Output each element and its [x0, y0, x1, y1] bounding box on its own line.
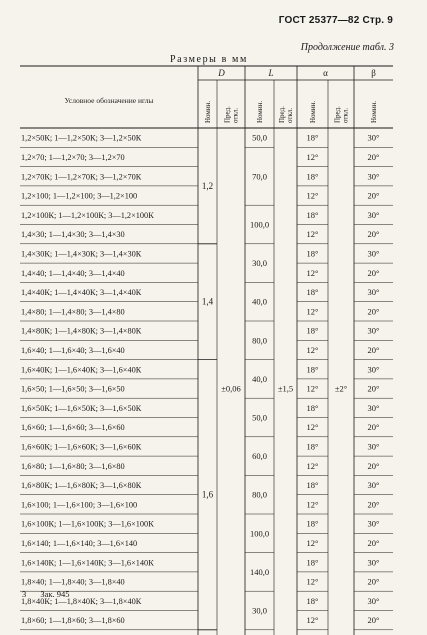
table-row-designation: 1,6×40; 1—1,6×40; 3—1,6×40	[21, 345, 125, 355]
table-row-beta: 30°	[367, 595, 380, 606]
table-row-alpha: 18°	[306, 595, 319, 606]
subheader-tolerance-l: Пред.	[278, 106, 286, 123]
l-group-value: 40,0	[252, 296, 267, 307]
table-row-alpha: 18°	[306, 287, 319, 298]
table-row-designation: 1,4×80; 1—1,4×80; 3—1,4×80	[21, 307, 125, 317]
subheader-tolerance-d-2: откл.	[231, 107, 240, 123]
d-group-value: 1,6	[201, 489, 214, 500]
page-number: 3	[22, 589, 27, 599]
l-group-value: 30,0	[252, 605, 267, 616]
table-row-alpha: 18°	[306, 248, 319, 259]
table-row-beta: 20°	[367, 576, 380, 587]
table-row-alpha: 12°	[306, 422, 319, 433]
table-row-designation: 1,4×30; 1—1,4×30; 3—1,4×30	[21, 230, 125, 240]
table-row-beta: 30°	[367, 209, 380, 220]
subheader-nominal-d: Номин.	[204, 100, 212, 123]
table-row-beta: 30°	[367, 480, 380, 491]
table-row-alpha: 18°	[306, 480, 319, 491]
col-header-d: D	[218, 68, 225, 78]
table-row-alpha: 18°	[306, 325, 319, 336]
print-order: Зак. 945	[40, 589, 70, 599]
table-row-designation: 1,6×80К; 1—1,6×80К; 3—1,6×80К	[21, 481, 142, 491]
table-row-alpha: 18°	[306, 209, 319, 220]
table-row-beta: 20°	[367, 499, 380, 510]
table-row-alpha: 12°	[306, 537, 319, 548]
table-row-designation: 1,6×140; 1—1,6×140; 3—1,6×140	[21, 538, 138, 548]
table-row-designation: 1,6×80; 1—1,6×80; 3—1,6×80	[21, 461, 125, 471]
table-row-designation: 1,6×60К; 1—1,6×60К; 3—1,6×60К	[21, 442, 142, 452]
table-row-beta: 20°	[367, 460, 380, 471]
subheader-tolerance-alpha: Пред.	[333, 106, 342, 123]
table-row-beta: 20°	[367, 383, 380, 394]
d-tolerance-value: ±0,06	[221, 383, 241, 394]
l-group-value: 100,0	[249, 219, 270, 230]
l-group-value: 80,0	[252, 489, 267, 500]
l-group-value: 60,0	[252, 451, 267, 462]
table-row-alpha: 12°	[306, 499, 319, 510]
table-row-designation: 1,2×70К; 1—1,2×70К; 3—1,2×70К	[21, 172, 142, 182]
table-row-beta: 30°	[367, 402, 380, 413]
l-group-value: 100,0	[249, 528, 270, 539]
table-row-designation: 1,6×100; 1—1,6×100; 3—1,6×100	[21, 500, 138, 510]
subheader-nominal-beta: Номин.	[370, 100, 378, 123]
table-row-designation: 1,2×100; 1—1,2×100; 3—1,2×100	[21, 191, 138, 201]
table-row-alpha: 18°	[306, 518, 319, 529]
table-row-designation: 1,6×40К; 1—1,6×40К; 3—1,6×40К	[21, 365, 142, 375]
table-row-beta: 30°	[367, 287, 380, 298]
table-row-designation: 1,6×50К; 1—1,6×50К; 3—1,6×50К	[21, 403, 142, 413]
table-row-beta: 20°	[367, 306, 380, 317]
table-row-beta: 20°	[367, 151, 380, 162]
table-row-alpha: 12°	[306, 344, 319, 355]
table-row-beta: 20°	[367, 229, 380, 240]
table-row-alpha: 18°	[306, 441, 319, 452]
table-row-alpha: 18°	[306, 402, 319, 413]
l-group-value: 140,0	[249, 566, 270, 577]
table-row-alpha: 18°	[306, 171, 319, 182]
alpha-tolerance-value: ±2°	[334, 383, 348, 394]
table-row-beta: 30°	[367, 248, 380, 259]
table-row-alpha: 18°	[306, 557, 319, 568]
table-row-designation: 1,2×70; 1—1,2×70; 3—1,2×70	[21, 152, 125, 162]
table-row-alpha: 18°	[306, 132, 319, 143]
table-row-beta: 30°	[367, 364, 380, 375]
l-group-value: 30,0	[252, 258, 267, 269]
table-row-alpha: 12°	[306, 460, 319, 471]
l-group-value: 70,0	[252, 171, 267, 182]
table-row-designation: 1,4×40К; 1—1,4×40К; 3—1,4×40К	[21, 288, 142, 298]
table-row-beta: 30°	[367, 132, 380, 143]
subheader-nominal-l: Номин.	[256, 100, 264, 123]
col-header-l: L	[268, 68, 274, 78]
l-group-value: 50,0	[252, 412, 267, 423]
table-row-alpha: 12°	[306, 306, 319, 317]
subheader-tolerance-alpha-2: откл.	[341, 107, 350, 123]
table-row-beta: 30°	[367, 441, 380, 452]
l-group-value: 50,0	[252, 132, 267, 143]
table-row-beta: 30°	[367, 518, 380, 529]
l-group-value: 80,0	[252, 335, 267, 346]
table-row-designation: 1,2×100К; 1—1,2×100К; 3—1,2×100К	[21, 210, 154, 220]
subheader-nominal-alpha: Номин.	[309, 100, 317, 123]
col-header-designation: Условное обозначение иглы	[64, 96, 154, 105]
table-row-alpha: 12°	[306, 229, 319, 240]
table-row-designation: 1,8×40К; 1—1,8×40К; 3—1,8×40К	[21, 596, 142, 606]
table-row-alpha: 12°	[306, 615, 319, 626]
table-row-alpha: 12°	[306, 576, 319, 587]
col-header-beta: β	[371, 68, 376, 78]
table-row-designation: 1,4×40; 1—1,4×40; 3—1,4×40	[21, 268, 125, 278]
table-row-designation: 1,6×100К; 1—1,6×100К; 3—1,6×100К	[21, 519, 154, 529]
table-row-beta: 20°	[367, 615, 380, 626]
l-tolerance-value: ±1,5	[277, 383, 294, 394]
page-footer	[22, 589, 70, 599]
table-row-beta: 20°	[367, 190, 380, 201]
d-group-value: 1,4	[201, 296, 214, 307]
table-row-beta: 20°	[367, 537, 380, 548]
l-group-value: 40,0	[252, 373, 267, 384]
d-group-value: 1,2	[201, 180, 214, 191]
table-row-beta: 30°	[367, 325, 380, 336]
table-row-beta: 30°	[367, 557, 380, 568]
table-row-beta: 20°	[367, 267, 380, 278]
table-row-designation: 1,8×60; 1—1,8×60; 3—1,8×60	[21, 616, 125, 626]
page-label: Стр. 9	[362, 15, 393, 26]
table-row-alpha: 12°	[306, 267, 319, 278]
table-row-designation: 1,4×80К; 1—1,4×80К; 3—1,4×80К	[21, 326, 142, 336]
table-continuation-caption: Продолжение табл. 3	[300, 42, 394, 53]
subheader-tolerance-l-2: откл.	[286, 107, 294, 123]
table-row-beta: 20°	[367, 422, 380, 433]
table-row-designation: 1,2×50К; 1—1,2×50К; 3—1,2×50К	[21, 133, 142, 143]
table-row-designation: 1,6×140К; 1—1,6×140К; 3—1,6×140К	[21, 558, 154, 568]
standard-number: ГОСТ 25377—82	[278, 15, 360, 26]
table-row-designation: 1,4×30К; 1—1,4×30К; 3—1,4×30К	[21, 249, 142, 259]
table-row-designation: 1,6×60; 1—1,6×60; 3—1,6×60	[21, 423, 125, 433]
table-row-beta: 30°	[367, 171, 380, 182]
table-row-alpha: 12°	[306, 383, 319, 394]
units-caption: Размеры в мм	[170, 54, 248, 65]
table-row-alpha: 12°	[306, 151, 319, 162]
table-row-designation: 1,8×40; 1—1,8×40; 3—1,8×40	[21, 577, 125, 587]
table-row-alpha: 18°	[306, 364, 319, 375]
table-row-alpha: 12°	[306, 190, 319, 201]
subheader-tolerance-d: Пред.	[223, 106, 232, 123]
table-row-beta: 20°	[367, 344, 380, 355]
table-row-designation: 1,6×50; 1—1,6×50; 3—1,6×50	[21, 384, 125, 394]
col-header-alpha: α	[323, 68, 328, 78]
